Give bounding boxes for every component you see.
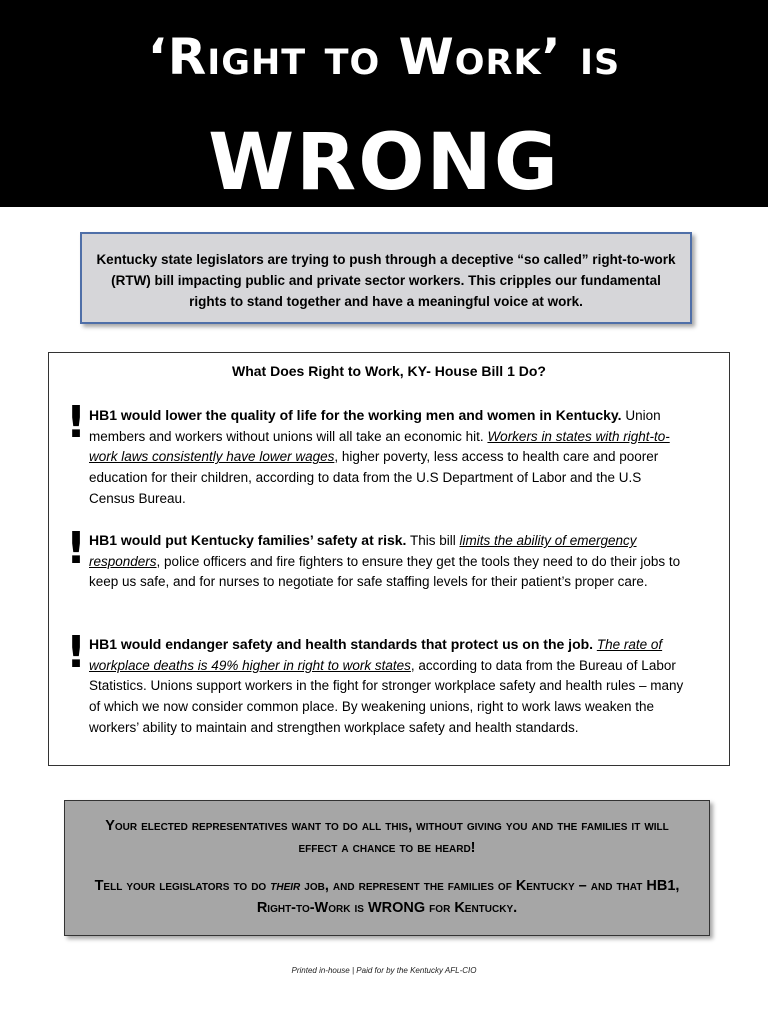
exclamation-icon: !: [66, 627, 87, 678]
callout-text: Tell your legislators to do: [94, 878, 271, 894]
exclamation-icon: !: [66, 397, 87, 448]
callout-paragraph-1: Your elected representatives want to do all this, without giving you and the families it will effect a chance to be heard!: [105, 818, 669, 856]
item-heading: HB1 would lower the quality of life for the working men and women in Kentucky.: [89, 407, 622, 423]
item-text: Union members and workers without unions will all take an economic hit.: [89, 408, 661, 444]
list-item: [89, 405, 689, 510]
callout-text: job, and represent the families of Kentucky – and that HB1, Right-to-Work is WRONG for Kentucky.: [256, 878, 680, 916]
exclamation-icon: !: [66, 523, 87, 574]
item-text: , according to data from the Bureau of Labor Statistics. Unions support workers in the fight for stronger workplace safety and health rules – many of which we now consider common place. By weakening unions, right to work laws weaken the workers’ ability to maintain and strengthen workplace safety and health standards.: [89, 657, 684, 735]
main-heading: What Does Right to Work, KY- House Bill 1 Do?: [232, 363, 546, 379]
item-text: This bill: [406, 533, 460, 548]
item-emphasis: The rate of workplace deaths is 49% higher in right to work states: [89, 637, 663, 673]
callout-emphasis: their: [270, 878, 301, 894]
list-item: [89, 634, 689, 739]
item-text: , police officers and fire fighters to ensure they get the tools they need to do their jobs to keep us safe, and for nurses to negotiate for safe staffing levels for their patient’s proper care.: [89, 553, 681, 590]
item-heading: HB1 would endanger safety and health standards that protect us on the job.: [89, 636, 594, 652]
list-item: [89, 530, 689, 593]
header-banner: [0, 0, 768, 207]
footer-note: Printed in-house | Paid for by the Kentucky AFL-CIO: [291, 966, 477, 975]
title-line-2: WRONG: [208, 118, 560, 208]
intro-box: Kentucky state legislators are trying to push through a deceptive “so called” right-to-work (RTW) bill impacting public and private sector workers. This cripples our fundamental rights to stand together and have a meaningful voice at work.: [80, 232, 692, 324]
item-emphasis: Workers in states with right-to-work laws consistently have lower wages: [89, 428, 670, 465]
callout-paragraph-2: [85, 875, 689, 919]
main-box: [48, 352, 730, 766]
item-text: , higher poverty, less access to health care and poorer education for their children, according to data from the U.S Department of Labor and the U.S Census Bureau.: [89, 449, 659, 506]
callout-box: [64, 800, 710, 936]
item-emphasis: limits the ability of emergency responders: [89, 533, 637, 569]
item-heading: HB1 would put Kentucky families’ safety at risk.: [89, 532, 407, 548]
title-line-1: ‘Right to Work’ is: [147, 28, 621, 86]
